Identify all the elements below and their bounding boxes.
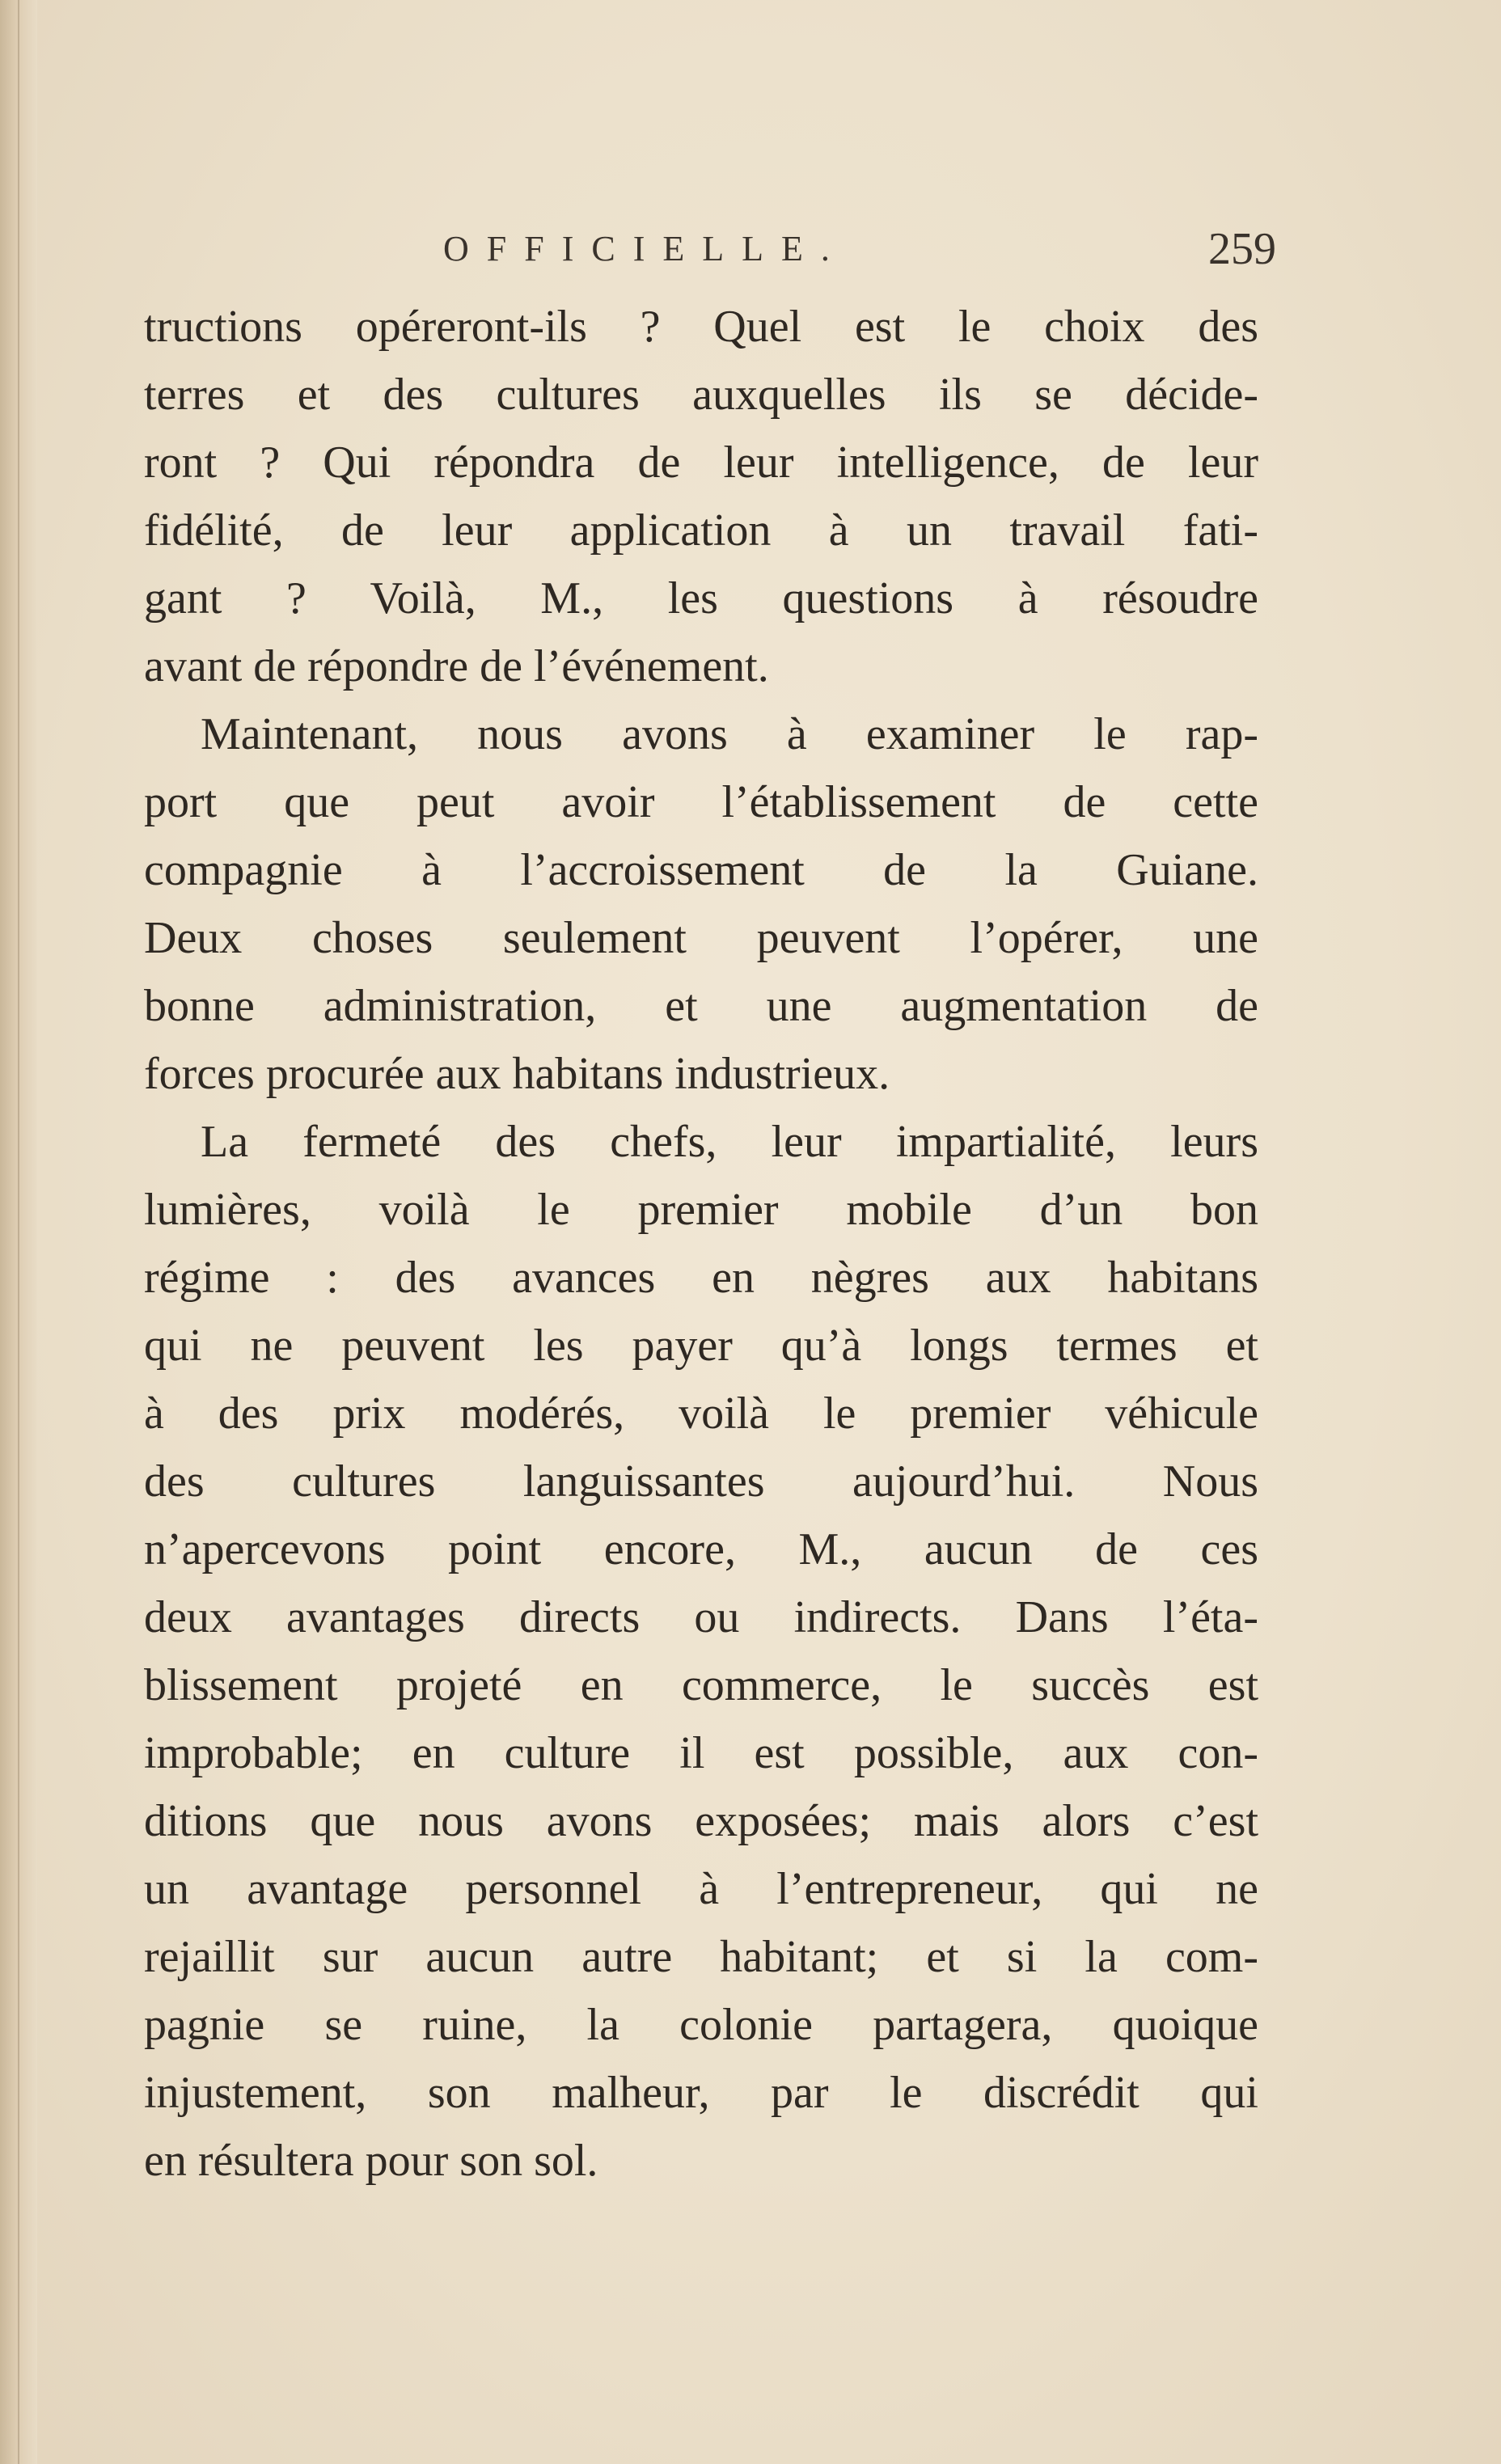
- text-line: port que peut avoir l’établissement de cette: [144, 777, 1258, 827]
- text-line: avant de répondre de l’événement.: [144, 641, 769, 691]
- text-line: à des prix modérés, voilà le premier véhicule: [144, 1388, 1258, 1439]
- text-line: blissement projeté en commerce, le succès est: [144, 1660, 1258, 1710]
- text-line: injustement, son malheur, par le discrédit qui: [144, 2068, 1258, 2118]
- body-text: [144, 293, 1258, 2195]
- text-line: des cultures languissantes aujourd’hui. Nous: [144, 1456, 1258, 1507]
- text-line: en résultera pour son sol.: [144, 2136, 598, 2186]
- text-line: lumières, voilà le premier mobile d’un bon: [144, 1185, 1258, 1235]
- text-line: un avantage personnel à l’entrepreneur, qui ne: [144, 1864, 1258, 1914]
- text-line: bonne administration, et une augmentation de: [144, 981, 1258, 1031]
- text-line: tructions opéreront-ils ? Quel est le choix des: [144, 302, 1258, 352]
- binding-edge-line: [18, 0, 19, 2464]
- paragraph-2: [144, 700, 1258, 1108]
- text-line: deux avantages directs ou indirects. Dans l’éta-: [144, 1592, 1258, 1642]
- text-line: Deux choses seulement peuvent l’opérer, une: [144, 913, 1258, 963]
- text-line: improbable; en culture il est possible, aux con-: [144, 1728, 1258, 1778]
- text-line: ront ? Qui répondra de leur intelligence, de leur: [144, 437, 1258, 488]
- running-head: [144, 217, 1276, 281]
- text-line: rejaillit sur aucun autre habitant; et si la com-: [144, 1932, 1258, 1982]
- binding-gutter: [0, 0, 37, 2464]
- page-number: 259: [1208, 224, 1276, 274]
- text-line: ditions que nous avons exposées; mais alors c’est: [144, 1796, 1258, 1846]
- text-line: fidélité, de leur application à un travail fati-: [144, 505, 1258, 556]
- text-line: Maintenant, nous avons à examiner le rap-: [201, 709, 1258, 759]
- text-line: forces procurée aux habitans industrieux.: [144, 1049, 890, 1099]
- text-line: régime : des avances en nègres aux habitans: [144, 1253, 1258, 1303]
- text-line: compagnie à l’accroissement de la Guiane.: [144, 845, 1258, 895]
- text-line: qui ne peuvent les payer qu’à longs termes et: [144, 1321, 1258, 1371]
- text-line: pagnie se ruine, la colonie partagera, quoique: [144, 2000, 1258, 2050]
- text-line: n’apercevons point encore, M., aucun de ces: [144, 1524, 1258, 1574]
- text-line: La fermeté des chefs, leur impartialité, leurs: [201, 1117, 1258, 1167]
- text-line: terres et des cultures auxquelles ils se décide-: [144, 370, 1258, 420]
- paragraph-1: [144, 293, 1258, 700]
- text-line: gant ? Voilà, M., les questions à résoudre: [144, 573, 1258, 623]
- running-head-title: OFFICIELLE.: [443, 229, 848, 268]
- paragraph-3: [144, 1108, 1258, 2195]
